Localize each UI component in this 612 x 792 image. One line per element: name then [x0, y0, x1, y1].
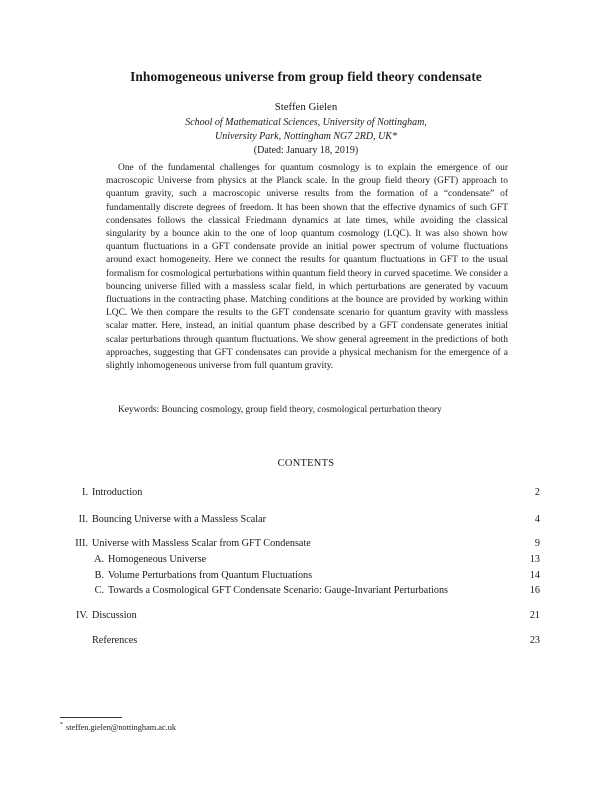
toc-entry-references[interactable]: [0, 635, 612, 649]
toc-number: II.: [78, 514, 88, 525]
toc-number: III.: [75, 538, 88, 549]
dated-line: (Dated: January 18, 2019): [253, 145, 359, 156]
toc-page: 13: [529, 554, 540, 565]
contents-heading: CONTENTS: [277, 458, 335, 469]
toc-title: Bouncing Universe with a Massless Scalar: [92, 514, 267, 525]
affiliation-line-2: University Park, Nottingham NG7 2RD, UK*: [215, 131, 397, 142]
paper-title: Inhomogeneous universe from group field theory condensate: [130, 69, 482, 84]
toc-entry-volume-perturbations[interactable]: [0, 570, 612, 584]
toc-number: IV.: [76, 610, 88, 621]
author-name: Steffen Gielen: [274, 101, 338, 113]
toc-page: 4: [534, 514, 540, 525]
toc-title: Towards a Cosmological GFT Condensate Scenario: Gauge-Invariant Perturbations: [108, 585, 449, 596]
footnote-email[interactable]: steffen.gielen@nottingham.ac.uk: [66, 722, 177, 732]
toc-entry-introduction[interactable]: [0, 487, 612, 501]
toc-title: Discussion: [92, 610, 137, 621]
toc-page: 14: [529, 570, 540, 581]
footnote: [60, 722, 176, 732]
affiliation-line-1: School of Mathematical Sciences, University of Nottingham,: [185, 117, 427, 128]
abstract: One of the fundamental challenges for quantum cosmology is to explain the emergence of our macroscopic Universe from physics at the Planck scale. In the group field theory (GFT) approach to quantum gravity, such a macroscopic universe results from the formation of a “condensate” of fundamentally discrete degrees of freedom. It has been shown that the effective dynamics of such GFT condensates follows the classical Friedmann dynamics at late times, while avoiding the classical singularity by a bounce akin to the one of loop quantum cosmology (LQC). It was also shown how quantum fluctuations in a GFT condensate provide an initial power spectrum of volume fluctuations around exact homogeneity. Here we connect the results for quantum fluctuations in GFT to the usual formalism for cosmological perturbations within quantum field theory in curved spacetime. We consider a bouncing universe filled with a massless scalar field, in which perturbations are generated by vacuum fluctuations in the contracting phase. Matching conditions at the bounce are provided by working within LQC. We then compare the results to the GFT condensate scenario for quantum gravity with massless scalar matter. Here, instead, an initial quantum phase described by a GFT condensate generates initial scalar perturbations through quantum fluctuations. We show general agreement in the predictions of both approaches, suggesting that GFT condensates can provide a physical mechanism for the emergence of a slightly inhomogeneous universe from full quantum gravity.: [106, 163, 508, 372]
toc-title: References: [92, 635, 138, 646]
footnote-rule: [60, 717, 122, 718]
toc-number: C.: [94, 585, 104, 596]
footnote-mark: *: [60, 722, 63, 728]
toc-number: B.: [94, 570, 104, 581]
toc-page: 21: [529, 610, 540, 621]
toc-entry-homogeneous-universe[interactable]: [0, 554, 612, 568]
toc-number: A.: [94, 554, 104, 565]
toc-title: Universe with Massless Scalar from GFT Condensate: [92, 538, 311, 549]
toc-number: I.: [82, 487, 88, 498]
toc-page: 23: [529, 635, 540, 646]
toc-page: 9: [534, 538, 540, 549]
toc-entry-discussion[interactable]: [0, 610, 612, 624]
toc-title: Homogeneous Universe: [108, 554, 207, 565]
toc-entry-gauge-invariant-perturbations[interactable]: [0, 585, 612, 599]
toc-page: 16: [529, 585, 540, 596]
toc-title: Introduction: [92, 487, 143, 498]
toc-entry-gft-condensate[interactable]: [0, 538, 612, 552]
keywords: Keywords: Bouncing cosmology, group field theory, cosmological perturbation theory: [118, 405, 442, 415]
toc-entry-bouncing-universe[interactable]: [0, 514, 612, 528]
toc-page: 2: [534, 487, 540, 498]
toc-title: Volume Perturbations from Quantum Fluctuations: [108, 570, 313, 581]
